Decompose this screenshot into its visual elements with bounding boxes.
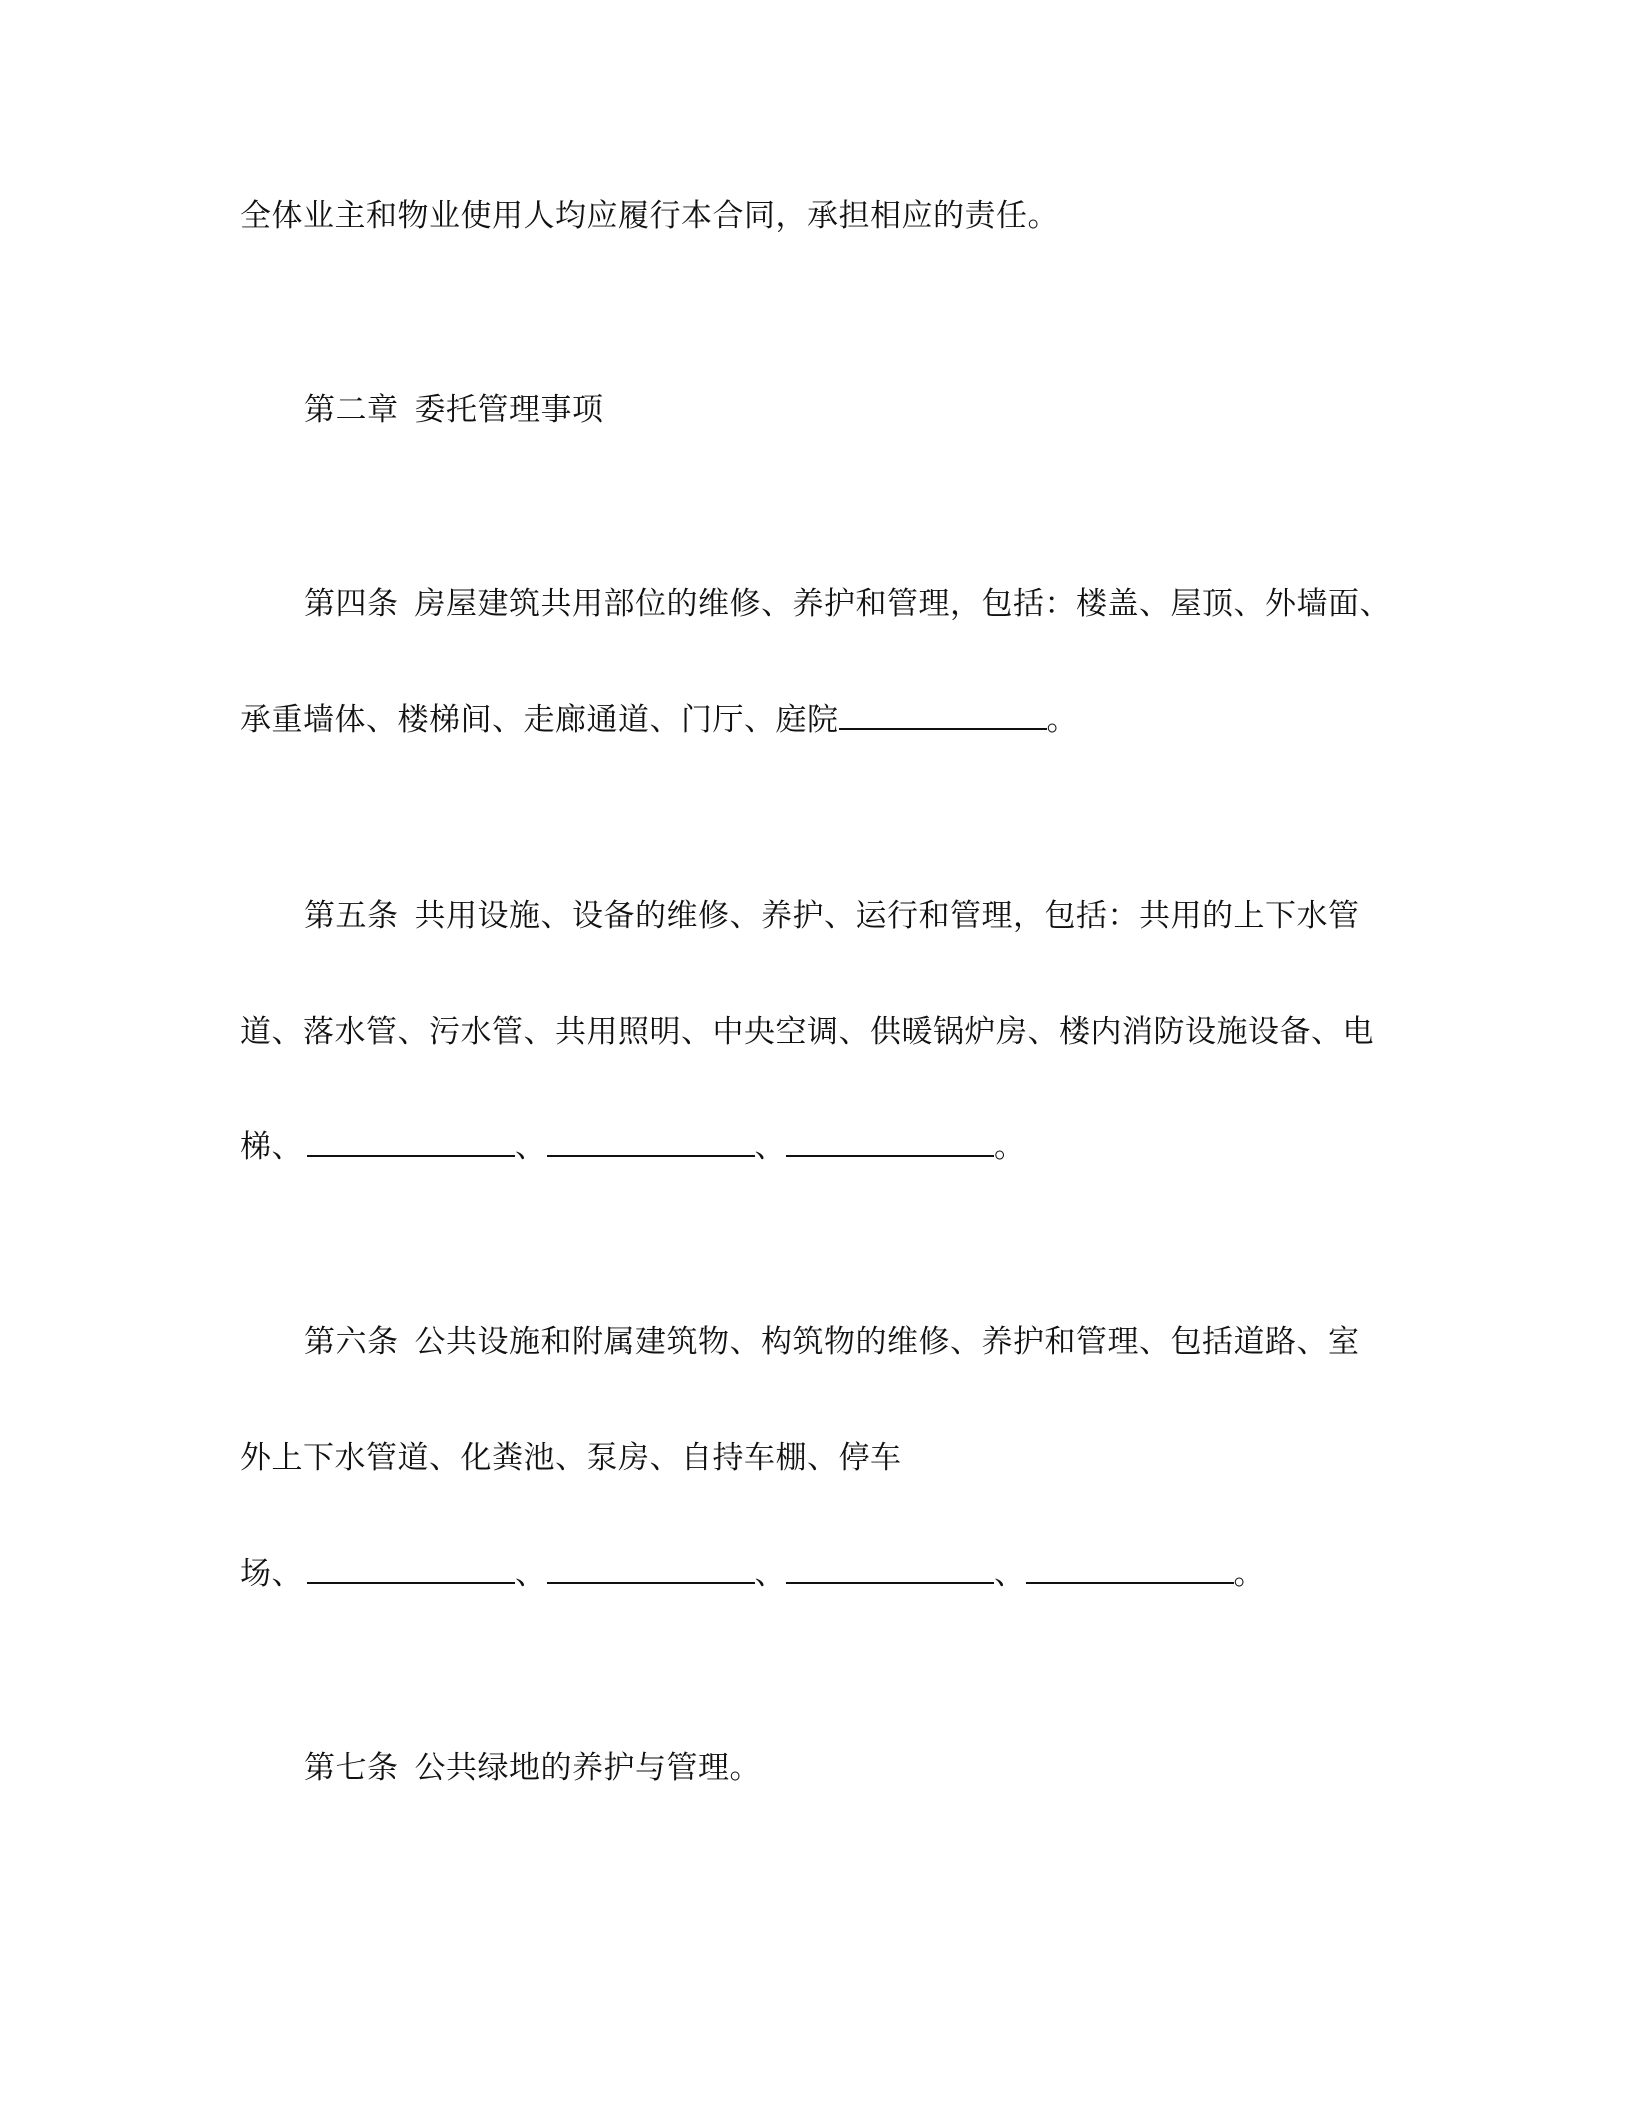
article6-line2 [240, 1438, 902, 1478]
article4-text-1: 房屋建筑共用部位的维修、养护和管理，包括：楼盖、屋顶、外墙面、 [414, 586, 1391, 622]
article4-number: 第四条 [304, 586, 399, 622]
fill-in-blank[interactable] [1026, 1558, 1234, 1584]
chapter-title: 委托管理事项 [414, 392, 604, 428]
fill-in-blank[interactable] [307, 1558, 515, 1584]
article7-number: 第七条 [304, 1750, 399, 1786]
separator: 、 [515, 1129, 547, 1165]
article6-line3 [240, 1554, 1265, 1594]
article5-text-3: 梯、 [240, 1129, 303, 1165]
intro-text: 全体业主和物业使用人均应履行本合同，承担相应的责任。 [240, 198, 1059, 234]
article6-text-2: 外上下水管道、化粪池、泵房、自持车棚、停车 [240, 1440, 902, 1476]
article5-end: 。 [994, 1129, 1026, 1165]
fill-in-blank[interactable] [786, 1131, 994, 1157]
article5-text-1: 共用设施、设备的维修、养护、运行和管理，包括：共用的上下水管 [414, 898, 1360, 934]
intro-paragraph [240, 196, 1059, 236]
article6-text-3: 场、 [240, 1556, 303, 1592]
separator: 、 [994, 1556, 1026, 1592]
chapter-heading [304, 390, 604, 430]
article5-line1 [304, 896, 1360, 936]
fill-in-blank[interactable] [547, 1558, 755, 1584]
article5-line2 [240, 1012, 1374, 1052]
article4-text-2: 承重墙体、楼梯间、走廊通道、门厅、庭院 [240, 702, 839, 738]
article6-end: 。 [1233, 1556, 1265, 1592]
article4-end: 。 [1046, 702, 1078, 738]
article5-number: 第五条 [304, 898, 399, 934]
fill-in-blank[interactable] [786, 1558, 994, 1584]
fill-in-blank[interactable] [307, 1131, 515, 1157]
article6-line1 [304, 1322, 1360, 1362]
article5-text-2: 道、落水管、污水管、共用照明、中央空调、供暖锅炉房、楼内消防设施设备、电 [240, 1014, 1374, 1050]
article5-line3 [240, 1127, 1026, 1167]
separator: 、 [515, 1556, 547, 1592]
separator: 、 [754, 1129, 786, 1165]
article4-line2 [240, 700, 1078, 740]
article6-number: 第六条 [304, 1324, 399, 1360]
fill-in-blank[interactable] [839, 704, 1047, 730]
article7-line1 [304, 1748, 761, 1788]
article6-text-1: 公共设施和附属建筑物、构筑物的维修、养护和管理、包括道路、室 [414, 1324, 1360, 1360]
separator: 、 [754, 1556, 786, 1592]
chapter-number: 第二章 [304, 392, 399, 428]
article7-text: 公共绿地的养护与管理。 [414, 1750, 761, 1786]
fill-in-blank[interactable] [547, 1131, 755, 1157]
article4-line1 [304, 584, 1391, 624]
